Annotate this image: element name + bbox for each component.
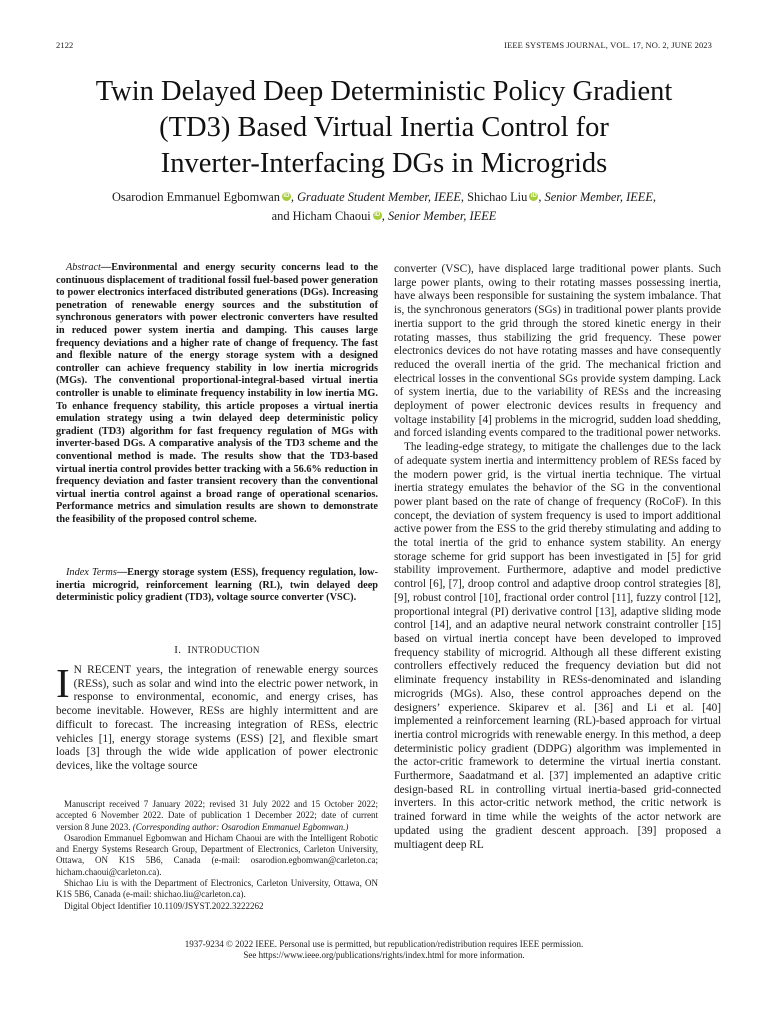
abstract-text: —Environmental and energy security concerns lead to the continuous displacement of traditional fossil fuel-based power generation to power electronics interfaced distributed generations (DGs). Increasing penetration of renewable energy sources and the substitution of synchronous generators with power electronic converters have resulted in reduced power system inertia and damping. This causes large frequency deviations and a higher rate of change of frequency. The fast and flexible nature of the energy storage system with a designed controller can achieve frequency stability in low inertia microgrids (MGs). The conventional proportional-integral-based virtual inertia controller is unable to eliminate frequency instability in low inertia MG. To enhance frequency stability, this article proposes a virtual inertia emulation strategy using a twin delayed deep deterministic policy gradient (TD3) algorithm for fast frequency regulation of MGs with inverter-based DGs. A comparative analysis of the TD3 scheme and the conventional method is made. The results show that the TD3-based virtual inertia control provides better tracking with a 56.6% reduction in frequency deviation and faster transient recovery than the conventional virtual inertia control against a broad range of operational scenarios. Performance metrics and simulation results are shown to demonstrate the feasibility of the proposed control scheme.	[56, 262, 378, 525]
body-paragraph: The leading-edge strategy, to mitigate the challenges due to the lack of adequate system inertia and intermittency problem of RESs faced by the modern power grid, is the virtual inertia technique. The virtual inertia strategy emulates the behavior of the SG in the conventional power plant based on the rate of change of frequency (RoCoF). In this concept, the deviation of system frequency is used to import additional active power from the ESS to the grid thereby stimulating and adding to the total inertia of the grid to enhance system stability. An energy storage scheme for grid support has been investigated in [5] for grid stability improvement. Furthermore, adaptive and model predictive control [6], [7], droop control and adaptive droop control strategies [8], [9], robust control [10], fractional order control [11], fuzzy control [12], proportional integral (PI) derivative control [13], adaptive sliding mode control [14], and an adaptive neural network constraint controller [15] based on virtual inertia concept have been developed to improved frequency stability of microgrid. Although all these different existing controllers effectively reduced the frequency deviation but did not eliminate frequency instability in RESs-denominated and islanding microgrids (MGs). Also, these control approaches depend on the designers’ experience. Skiparev et al. [36] and Li et al. [40] implemented a reinforcement learning (RL)-based approach for virtual inertia control microgrids with renewable energy. In this method, a deep deterministic policy gradient (DDPG) algorithm was implemented in the actor-critic framework to determine the virtual inertia constant. Furthermore, Saadatmand et al. [37] implemented an adaptive critic design-based RL in controlling virtual inertia-based grid-connected inverters. In this actor-critic network method, the critic network is trained forward in time while the weights of the actor network are updated using the gradient descent approach. [39] proposed a multiagent deep RL	[394, 441, 721, 851]
copyright-footer	[40, 939, 728, 962]
right-column	[394, 263, 721, 852]
paper-title	[40, 74, 728, 182]
title-line-2: (TD3) Based Virtual Inertia Control for	[159, 112, 609, 143]
page-number: 2122	[56, 40, 74, 50]
section-heading: I. INTRODUCTION	[174, 644, 260, 656]
orcid-icon[interactable]: iD	[374, 212, 381, 218]
affiliation-note: Osarodion Emmanuel Egbomwan and Hicham Chaoui are with the Intelligent Robotic and Energy Systems Research Group, Department of Electronics, Carleton University, Ottawa, ON K1S 5B6, Canada (e-mail: osarodion.egbomwan@carleton.ca; hicham.chaoui@carleton.ca).	[56, 832, 378, 877]
author-name: Osarodion Emmanuel Egbomwan	[111, 190, 280, 204]
intro-text: N RECENT years, the integration of renewable energy sources (RESs), such as solar and wind into the electric power network, in response to environmental, economic, and energy crises, has become inevitable. However, RESs are highly intermittent and are difficult to forecast. The increasing integration of RESs, electric vehicles [1], energy storage systems (ESS) [2], and flexible smart loads [3] through the wide wide application of power electronic devices, like the voltage source	[56, 664, 378, 772]
affiliation-note: Shichao Liu is with the Department of Electronics, Carleton University, Ottawa, ON K1S 5B6, Canada (e-mail: shichao.liu@carleton.ca).	[56, 878, 378, 900]
abstract	[56, 262, 378, 526]
author-list	[40, 188, 728, 226]
drop-cap: I	[56, 660, 70, 706]
title-line-3: Inverter-Interfacing DGs in Microgrids	[160, 148, 608, 179]
body-paragraph: converter (VSC), have displaced large traditional power plants. Such large power plants, owing to their rotating masses possessing inertia, have always been responsible for sustaining the system imbalance. That is, the synchronous generators (SGs) in traditional power plants provide inertia support to the grid through the stored kinetic energy in their rotating masses, thus stabilizing the grid frequency. These power electronics devices do not have rotating masses and have consequently reduced the overall inertia of the grid. The mechanical friction and electrical losses in the conventional SGs provide system damping. Lack of system inertia, due to the variability of RESs and the increasing deployment of power electronic devices results in frequency and voltage instability [4] problems in the microgrid, sudden load shedding, and forced islanding events compared to the traditional power networks.	[394, 263, 721, 440]
author-name: and Hicham Chaoui	[271, 209, 371, 223]
index-terms	[56, 567, 378, 605]
title-line-1: Twin Delayed Deep Deterministic Policy Gradient	[95, 76, 673, 107]
rights-link-line: See https://www.ieee.org/publications/rights/index.html for more information.	[243, 950, 525, 961]
orcid-icon[interactable]: iD	[530, 193, 537, 199]
author-membership: , Senior Member, IEEE,	[538, 190, 657, 204]
orcid-icon[interactable]: iD	[283, 193, 290, 199]
author-name: , Shichao Liu	[460, 190, 528, 204]
corresponding-author: (Corresponding author: Osarodion Emmanuel Egbomwan.)	[132, 821, 349, 832]
author-membership: , Graduate Student Member, IEEE	[290, 190, 461, 204]
abstract-label: Abstract	[66, 262, 101, 273]
doi-note: Digital Object Identifier 10.1109/JSYST.2022.3222262	[64, 900, 264, 911]
copyright-line: 1937-9234 © 2022 IEEE. Personal use is permitted, but republication/redistribution requires IEEE permission.	[184, 939, 584, 949]
introduction-paragraph	[56, 660, 378, 774]
footnotes	[56, 799, 378, 912]
manuscript-note: Manuscript received 7 January 2022; revised 31 July 2022 and 15 October 2022; accepted 6 November 2022. Date of publication 1 December 2022; date of current version 8 June 2023.	[56, 799, 378, 832]
journal-header: IEEE SYSTEMS JOURNAL, VOL. 17, NO. 2, JUNE 2023	[504, 40, 712, 50]
index-terms-text: —Energy storage system (ESS), frequency regulation, low-inertia microgrid, reinforcement learning (RL), twin delayed deep deterministic policy gradient (TD3), voltage source converter (VSC).	[56, 567, 378, 604]
index-terms-label: Index Terms	[66, 567, 117, 578]
author-membership: , Senior Member, IEEE	[381, 209, 497, 223]
